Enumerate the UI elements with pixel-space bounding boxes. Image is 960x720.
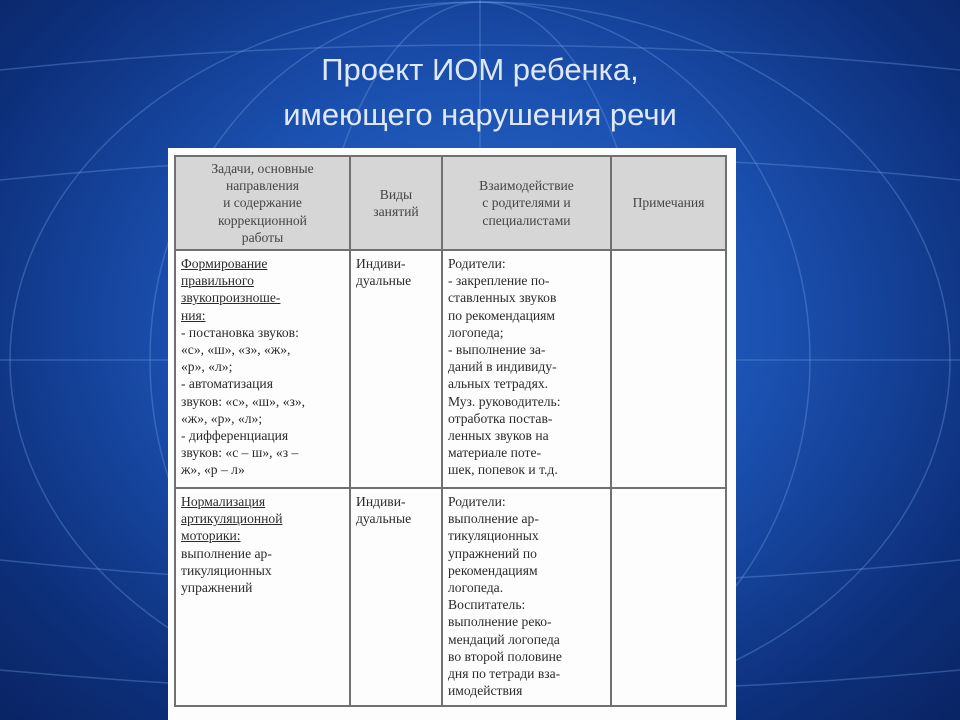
text-line: логопеда.	[448, 580, 504, 596]
iom-table	[174, 155, 727, 707]
text-line: тикуляционных	[181, 562, 272, 578]
text-line: даний в индивиду-	[448, 359, 557, 375]
table-header-row	[175, 156, 726, 250]
text-line: Воспитатель:	[448, 597, 526, 613]
text-line: звуков: «с», «ш», «з»,	[181, 393, 306, 409]
text-line: выполнение реко-	[448, 614, 552, 630]
header-lesson-types	[350, 156, 442, 250]
cell-interaction	[442, 250, 611, 488]
text-line: дуальные	[356, 511, 412, 527]
text-line: упражнений	[181, 580, 253, 596]
text-line: ставленных звуков	[448, 290, 557, 306]
text-line: коррекционной	[218, 212, 307, 228]
text-line: моторики:	[181, 528, 241, 544]
text-line: альных тетрадях.	[448, 376, 549, 392]
text-line: Индиви-	[356, 494, 406, 509]
cell-tasks	[175, 250, 350, 488]
text-line: упражнений по	[448, 545, 537, 561]
text-line: - постановка звуков:	[181, 324, 299, 340]
text-line: и содержание	[223, 195, 302, 211]
text-line: шек, попевок и т.д.	[448, 462, 558, 478]
text-line: выполнение ар-	[181, 545, 272, 561]
text-line: ния:	[181, 307, 206, 323]
text-line: Формирование	[181, 256, 268, 271]
text-line: Нормализация	[181, 494, 266, 509]
text-line: Родители:	[448, 494, 506, 509]
text-line: Родители:	[448, 256, 506, 271]
text-line: по рекомендациям	[448, 307, 556, 323]
text-line: тикуляционных	[448, 528, 539, 544]
text-line: правильного	[181, 273, 254, 289]
text-line: логопеда;	[448, 324, 504, 340]
text-line: Взаимодействие	[479, 178, 574, 194]
cell-lesson-type	[350, 250, 442, 488]
text-line: дуальные	[356, 273, 412, 289]
slide-title-line-2: имеющего нарушения речи	[283, 97, 677, 132]
text-line: «р», «л»;	[181, 359, 233, 375]
text-line: отработка постав-	[448, 410, 553, 426]
text-line: имодействия	[448, 683, 523, 699]
text-line: направления	[225, 178, 300, 194]
text-line: - закрепление по-	[448, 273, 550, 289]
text-line: мендаций логопеда	[448, 631, 560, 647]
text-line: Задачи, основные	[211, 160, 314, 176]
text-line: «с», «ш», «з», «ж»,	[181, 342, 291, 358]
cell-notes	[611, 488, 726, 706]
text-line: Муз. руководитель:	[448, 393, 561, 409]
text-line: Индиви-	[356, 256, 406, 271]
text-line: - дифференциация	[181, 428, 289, 444]
text-line: во второй половине	[448, 648, 562, 664]
text-line: занятий	[373, 204, 419, 219]
cell-notes	[611, 250, 726, 488]
text-line: материале поте-	[448, 445, 541, 461]
text-line: ж», «р – л»	[181, 462, 245, 478]
text-line: артикуляционной	[181, 511, 283, 527]
text-line: Виды	[379, 186, 413, 202]
text-line: работы	[241, 229, 284, 245]
text-line: ленных звуков на	[448, 428, 549, 444]
text-line: «ж», «р», «л»;	[181, 410, 263, 426]
table-row	[175, 250, 726, 488]
text-line: дня по тетради вза-	[448, 666, 561, 682]
text-line: звукопроизноше-	[181, 290, 281, 306]
cell-interaction	[442, 488, 611, 706]
iom-table-image	[168, 148, 736, 720]
text-line: специалистами	[482, 212, 571, 228]
table-row	[175, 488, 726, 706]
text-line: с родителями и	[482, 195, 571, 211]
header-interaction	[442, 156, 611, 250]
text-line: звуков: «с – ш», «з –	[181, 445, 299, 461]
text-line: Примечания	[632, 195, 705, 211]
text-line: выполнение ар-	[448, 511, 539, 527]
text-line: - автоматизация	[181, 376, 273, 392]
header-tasks	[175, 156, 350, 250]
text-line: - выполнение за-	[448, 342, 546, 358]
slide-title-line-1: Проект ИОМ ребенка,	[321, 52, 639, 87]
cell-lesson-type	[350, 488, 442, 706]
header-notes	[611, 156, 726, 250]
cell-tasks	[175, 488, 350, 706]
text-line: рекомендациям	[448, 562, 538, 578]
